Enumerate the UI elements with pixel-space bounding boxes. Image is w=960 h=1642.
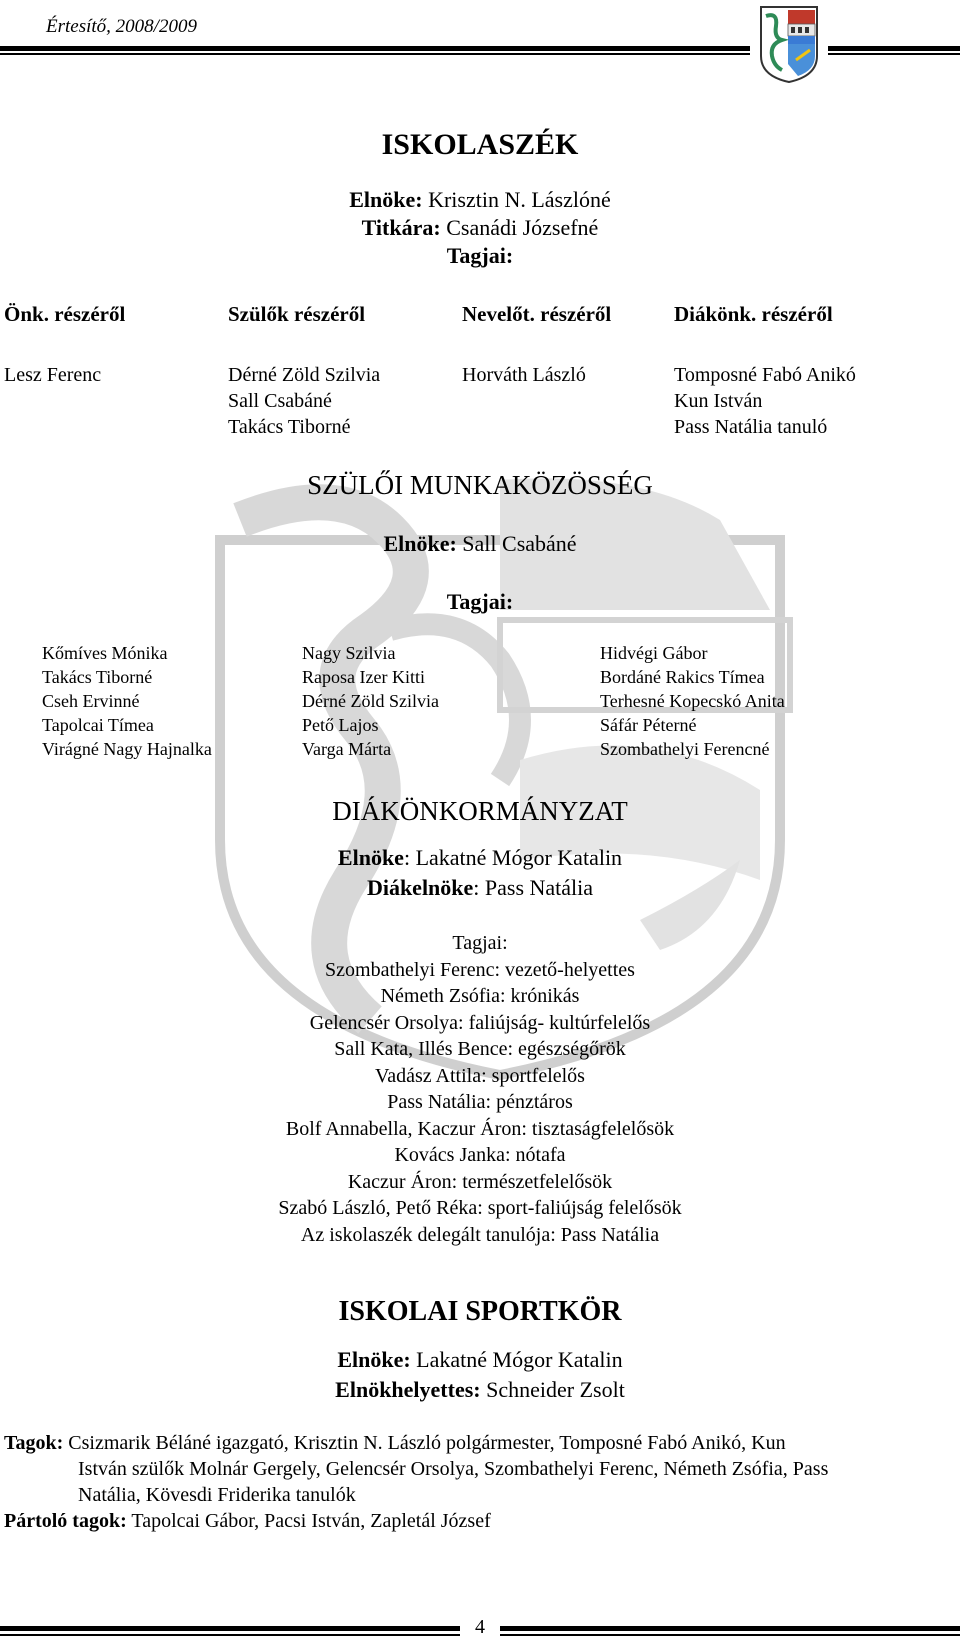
list-item: Sall Kata, Illés Bence: egészségőrök [334, 1038, 626, 1060]
sportkor-elnokhelyettes-label: Elnökhelyettes: [335, 1377, 481, 1402]
header-rule-left-thin [0, 53, 750, 55]
list-item: Sall Csabáné [228, 390, 332, 412]
list-item: Kaczur Áron: természetfelelősök [347, 1170, 613, 1193]
list-item: Terhesné Kopecskó Anita [600, 691, 785, 711]
dok-diakelnoke-label: Diákelnöke [366, 875, 474, 900]
sportkor-partolo [4, 1508, 956, 1534]
szuloi-elnoke-label: Elnöke: [383, 531, 457, 556]
column-header-szulok: Szülők részéről [228, 302, 366, 326]
list-item: Szombathelyi Ferenc: vezető-helyettes [325, 958, 635, 981]
column-list-onk [4, 362, 101, 388]
header-title: Értesítő, 2008/2009 [46, 16, 197, 37]
list-item: Pető Lajos [302, 715, 379, 735]
sportkor-partolo-value: Tapolcai Gábor, Pacsi István, Zapletál József [131, 1510, 491, 1532]
list-item: Vadász Attila: sportfelelős [375, 1064, 585, 1087]
iskolaszek-elnoke-label: Elnöke: [349, 187, 423, 212]
list-item: Raposa Izer Kitti [302, 667, 425, 687]
dok-tagjai-label: Tagjai: [452, 932, 508, 954]
list-item: Takács Tiborné [42, 667, 153, 687]
list-item: Lesz Ferenc [4, 364, 102, 386]
iskolaszek-tagjai [0, 242, 960, 270]
szuloi-tagjai [0, 588, 960, 616]
sportkor-title: ISKOLAI SPORTKÖR [338, 1296, 622, 1327]
list-item: Kőmíves Mónika [42, 643, 168, 663]
header-rule-right-thin [828, 53, 960, 55]
page-number: 4 [475, 1616, 485, 1638]
list-item: Németh Zsófia: krónikás [380, 985, 580, 1007]
iskolaszek-elnoke [0, 186, 960, 214]
sportkor-tagok-label: Tagok: [4, 1432, 64, 1454]
column-list-diakonk [674, 362, 856, 440]
iskolaszek-titkara [0, 214, 960, 242]
sportkor-elnoke [0, 1346, 960, 1374]
dok-diakelnoke [0, 874, 960, 902]
list-item: Sáfár Péterné [600, 715, 697, 735]
list-item: Cseh Ervinné [42, 691, 140, 711]
column-list-nevelot [462, 362, 586, 388]
list-item: Virágné Nagy Hajnalka [42, 739, 212, 759]
dok-elnoke-label: Elnöke [337, 845, 404, 870]
diakonkormanyzat-title: DIÁKÖNKORMÁNYZAT [332, 796, 628, 826]
list-item: Dérné Zöld Szilvia [302, 691, 439, 711]
sportkor-elnoke-label: Elnöke: [337, 1347, 411, 1372]
szuloi-column-2 [302, 641, 439, 761]
list-item: Horváth László [462, 364, 586, 386]
sportkor-partolo-label: Pártoló tagok: [4, 1510, 127, 1532]
sportkor-tagok-text-1: Csizmarik Béláné igazgató, Krisztin N. László polgármester, Tomposné Fabó Anikó, Kun [68, 1432, 786, 1454]
dok-elnoke-value: : Lakatné Mógor Katalin [403, 845, 623, 870]
szuloi-elnoke [0, 530, 960, 558]
column-header-nevelot: Nevelőt. részéről [462, 302, 612, 326]
iskolaszek-tagjai-label: Tagjai: [446, 243, 514, 268]
list-item: Kun István [674, 390, 763, 412]
list-item: Szombathelyi Ferencné [600, 739, 770, 759]
list-item: Bolf Annabella, Kaczur Áron: tisztaságfelelősök [285, 1117, 675, 1140]
iskolaszek-title: ISKOLASZÉK [381, 128, 579, 161]
header-rule-left [0, 46, 750, 51]
school-crest-icon [758, 4, 820, 84]
iskolaszek-elnoke-value: Krisztin N. Lászlóné [428, 187, 611, 212]
list-item: Tapolcai Tímea [42, 715, 154, 735]
sportkor-tagok-line-1 [4, 1430, 956, 1456]
column-list-szulok [228, 362, 380, 440]
list-item: Pass Natália: pénztáros [387, 1091, 573, 1113]
list-item: Bordáné Rakics Tímea [600, 667, 765, 687]
list-item: Az iskolaszék delegált tanulója: Pass Natália [300, 1223, 660, 1246]
sportkor-tagok-line-3: Natália, Kövesdi Friderika tanulók [78, 1484, 356, 1506]
szuloi-column-3 [600, 641, 785, 761]
szuloi-title: SZÜLŐI MUNKAKÖZÖSSÉG [307, 470, 653, 500]
dok-diakelnoke-value: : Pass Natália [473, 875, 594, 900]
iskolaszek-titkara-label: Titkára: [361, 215, 441, 240]
list-item: Gelencsér Orsolya: faliújság- kultúrfelelős [309, 1011, 651, 1034]
sportkor-elnokhelyettes [0, 1376, 960, 1404]
list-item: Szabó László, Pető Réka: sport-faliújság felelősök [278, 1197, 682, 1219]
list-item: Pass Natália tanuló [674, 416, 828, 438]
list-item: Varga Márta [302, 739, 392, 759]
szuloi-tagjai-label: Tagjai: [446, 589, 514, 614]
list-item: Hidvégi Gábor [600, 643, 708, 663]
column-header-diakonk: Diákönk. részéről [674, 302, 833, 326]
szuloi-elnoke-value: Sall Csabáné [462, 531, 577, 556]
dok-elnoke [0, 844, 960, 872]
list-item: Takács Tiborné [228, 416, 351, 438]
sportkor-tagok-line-2: István szülők Molnár Gergely, Gelencsér Orsolya, Szombathelyi Ferenc, Németh Zsófia, Pass [78, 1458, 829, 1480]
list-item: Tomposné Fabó Anikó [674, 364, 856, 386]
iskolaszek-titkara-value: Csanádi Józsefné [446, 215, 599, 240]
sportkor-elnoke-value: Lakatné Mógor Katalin [416, 1347, 623, 1372]
list-item: Nagy Szilvia [302, 643, 396, 663]
sportkor-elnokhelyettes-value: Schneider Zsolt [486, 1377, 625, 1402]
dok-member-list [0, 930, 960, 1248]
list-item: Kovács Janka: nótafa [394, 1144, 566, 1166]
sportkor-tagok [4, 1430, 956, 1534]
column-header-onk: Önk. részéről [4, 302, 126, 326]
szuloi-column-1 [42, 641, 212, 761]
header-rule-right [828, 46, 960, 51]
list-item: Dérné Zöld Szilvia [228, 364, 381, 386]
